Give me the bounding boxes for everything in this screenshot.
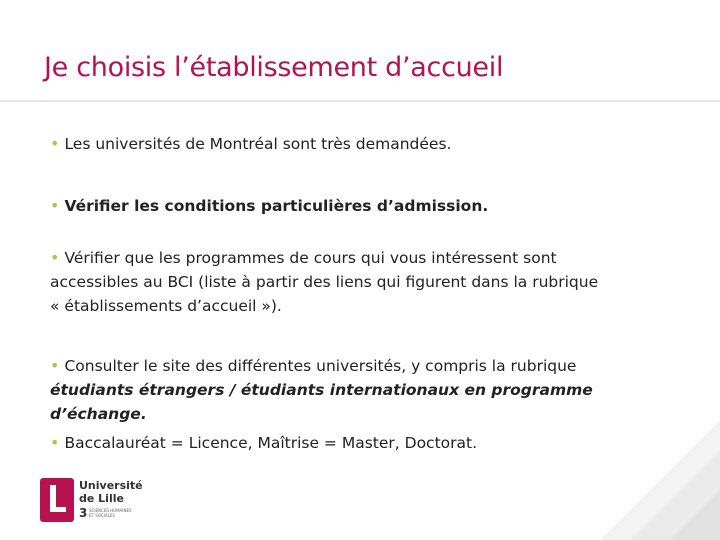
logo-mark-icon — [40, 478, 74, 522]
logo-name: Université de Lille — [79, 479, 143, 505]
bullet-dot-icon: • — [50, 196, 60, 215]
logo-subtitle: SCIENCES HUMAINES ET SOCIALES — [89, 508, 132, 518]
bullet-dot-icon: • — [50, 248, 60, 267]
bullet-dot-icon: • — [50, 134, 60, 153]
bullet-text: Les universités de Montréal sont très demandées. — [64, 135, 452, 153]
bullet-dot-icon: • — [50, 356, 60, 375]
bullet-text-line: accessibles au BCI (liste à partir des liens qui figurent dans la rubrique — [50, 273, 599, 291]
slide-title: Je choisis l’établissement d’accueil — [44, 52, 504, 83]
logo-number: 3 — [79, 506, 88, 520]
bullet-dot-icon: • — [50, 433, 60, 452]
bullet-item — [50, 194, 690, 218]
bullet-item — [50, 354, 690, 426]
bullet-item — [50, 246, 690, 318]
corner-decoration — [520, 420, 720, 540]
universite-de-lille-logo — [40, 478, 150, 524]
bullet-text-line: « établissements d’accueil »). — [50, 297, 282, 315]
bullet-text-line: Vérifier que les programmes de cours qui vous intéressent sont — [64, 249, 557, 267]
bullet-item — [50, 132, 690, 156]
title-divider — [0, 100, 720, 102]
bullet-text: Vérifier les conditions particulières d’admission. — [64, 197, 489, 215]
bullet-text: Baccalauréat = Licence, Maîtrise = Master, Doctorat. — [64, 434, 478, 452]
bullet-text-line: Consulter le site des différentes universités, y compris la rubrique — [64, 357, 577, 375]
bullet-text-line: étudiants étrangers / étudiants internationaux en programme d’échange. — [50, 381, 593, 423]
